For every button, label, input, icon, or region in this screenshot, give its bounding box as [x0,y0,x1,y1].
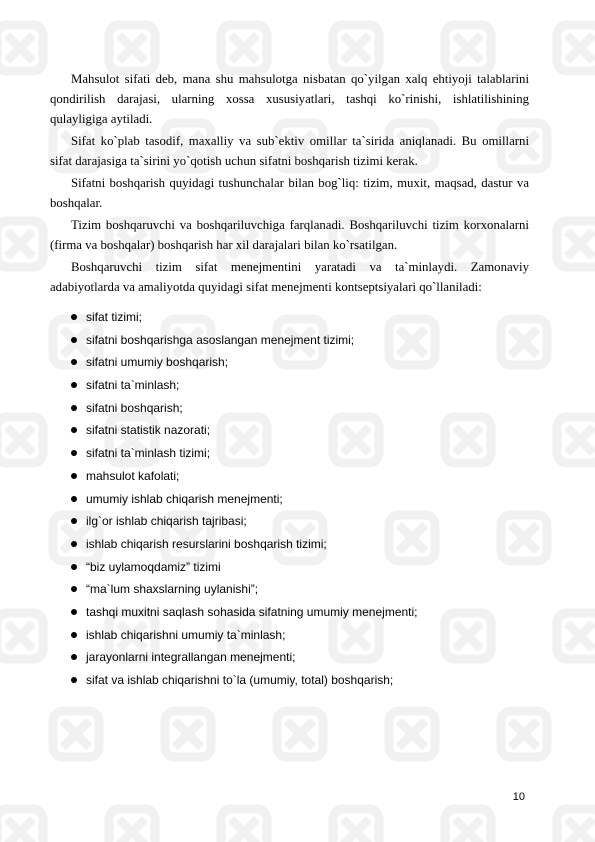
watermark-cross [455,819,481,842]
list-item-text: sifatni boshqarish; [86,400,183,415]
watermark-shape [557,25,595,71]
watermark-shape [445,25,491,71]
bullet-icon [71,337,77,343]
watermark-shape [277,711,323,757]
watermark-cross [63,721,89,747]
concept-list [50,307,529,693]
list-item-text: sifatni umumiy boshqarish; [86,355,229,370]
document-body [50,69,529,693]
watermark-cross [455,35,481,61]
list-item-text: sifatni boshqarishga asoslangan menejment tizimi; [86,332,355,347]
bullet-icon [71,359,77,365]
watermark-shape [109,809,155,842]
watermark-shape [557,221,595,267]
list-item [50,534,529,557]
watermark-cross [119,35,145,61]
list-item [50,489,529,512]
paragraph-quality-factors: Sifat ko`plab tasodif, maxalliy va sub`ektiv omillar ta`sirida aniqlanadi. Bu omillarni sifat darajasiga ta`sirini yo`qotish uchun sifatni boshqarish tizimi kerak. [50,134,529,168]
watermark-shape [557,613,595,659]
watermark-cross [567,427,593,453]
bullet-icon [71,314,77,320]
bullet-icon [71,541,77,547]
bullet-icon [71,632,77,638]
watermark-shape [445,809,491,842]
paragraph-quality-definition: Mahsulot sifati deb, mana shu mahsulotga nisbatan qo`yilgan xalq ehtiyoji talablarini qondirilish darajasi, ularning xossa xususiyatlari, tashqi ko`rinishi, ishlatilishining qulayligiga aytiladi. [50,72,529,126]
watermark-cross [119,819,145,842]
watermark-shape [501,711,547,757]
bullet-icon [71,473,77,479]
bullet-icon [71,564,77,570]
list-item-text: “ma`lum shaxslarning uylanishi”; [86,582,259,597]
list-item-text: umumiy ishlab chiqarish menejmenti; [86,491,283,506]
list-item [50,330,529,353]
watermark-cross [7,623,33,649]
paragraph-system-types: Tizim boshqaruvchi va boshqariluvchiga farqlanadi. Boshqariluvchi tizim korxonalarni (firma va boshqalar) boshqarish har xil darajalari bilan ko`rsatilgan. [50,218,529,252]
bullet-icon [71,586,77,592]
list-item-text: “biz uylamoqdamiz” tizimi [86,559,221,574]
list-item-text: mahsulot kafolati; [86,468,180,483]
watermark-cross [567,231,593,257]
list-item-text: sifat va ishlab chiqarishni to`la (umumiy, total) boshqarish; [86,673,394,687]
list-item-text: tashqi muxitni saqlash sohasida sifatning umumiy menejmenti; [86,604,418,619]
paragraph-quality-concepts: Sifatni boshqarish quyidagi tushunchalar bilan bog`liq: tizim, muxit, maqsad, dastur va boshqalar. [50,176,529,210]
list-item [50,307,529,330]
watermark-cross [399,721,425,747]
watermark-cross [343,35,369,61]
list-item-text: sifatni ta`minlash; [86,378,180,393]
watermark-shape [389,711,435,757]
watermark-shape [221,809,267,842]
watermark-cross [567,819,593,842]
list-item [50,670,529,693]
bullet-icon [71,405,77,411]
watermark-cross [7,427,33,453]
bullet-icon [71,677,77,683]
watermark-shape [0,25,43,71]
bullet-icon [71,450,77,456]
list-item-text: sifatni statistik nazorati; [86,423,211,438]
watermark-shape [557,809,595,842]
list-item-text: ilg`or ishlab chiqarish tajribasi; [86,514,247,529]
list-item-text: sifat tizimi; [86,310,143,324]
watermark-cross [7,35,33,61]
bullet-icon [71,427,77,433]
watermark-shape [333,25,379,71]
watermark-cross [567,35,593,61]
bullet-icon [71,609,77,615]
list-item-text: ishlab chiqarish resurslarini boshqarish tizimi; [86,536,327,551]
bullet-icon [71,496,77,502]
list-item [50,420,529,443]
list-item [50,625,529,648]
list-item [50,579,529,602]
watermark-cross [231,35,257,61]
bullet-icon [71,518,77,524]
watermark-shape [221,25,267,71]
watermark-cross [231,819,257,842]
watermark-shape [0,221,43,267]
paragraph-management-concepts: Boshqaruvchi tizim sifat menejmentini yaratadi va ta`minlaydi. Zamonaviy adabiyotlarda va amaliyotda quyidagi sifat menejmenti kontseptsiyalari qo`llaniladi: [50,260,529,294]
list-item [50,375,529,398]
watermark-cross [287,721,313,747]
list-item [50,602,529,625]
watermark-shape [0,417,43,463]
watermark-shape [0,613,43,659]
list-item [50,398,529,421]
list-item [50,557,529,580]
watermark-shape [53,711,99,757]
list-item-text: jarayonlarni integrallangan menejmenti; [86,650,296,665]
watermark-cross [567,623,593,649]
list-item [50,647,529,670]
watermark-shape [0,809,43,842]
bullet-icon [71,654,77,660]
watermark-cross [343,819,369,842]
watermark-cross [175,721,201,747]
watermark-shape [557,417,595,463]
watermark-shape [109,25,155,71]
list-item [50,466,529,489]
list-item [50,443,529,466]
watermark-shape [165,711,211,757]
watermark-shape [333,809,379,842]
watermark-cross [511,721,537,747]
list-item [50,352,529,375]
watermark-cross [7,819,33,842]
watermark-cross [7,231,33,257]
bullet-icon [71,382,77,388]
list-item [50,511,529,534]
list-item-text: sifatni ta`minlash tizimi; [86,446,211,461]
page-number: 10 [512,791,525,803]
list-item-text: ishlab chiqarishni umumiy ta`minlash; [86,627,286,642]
